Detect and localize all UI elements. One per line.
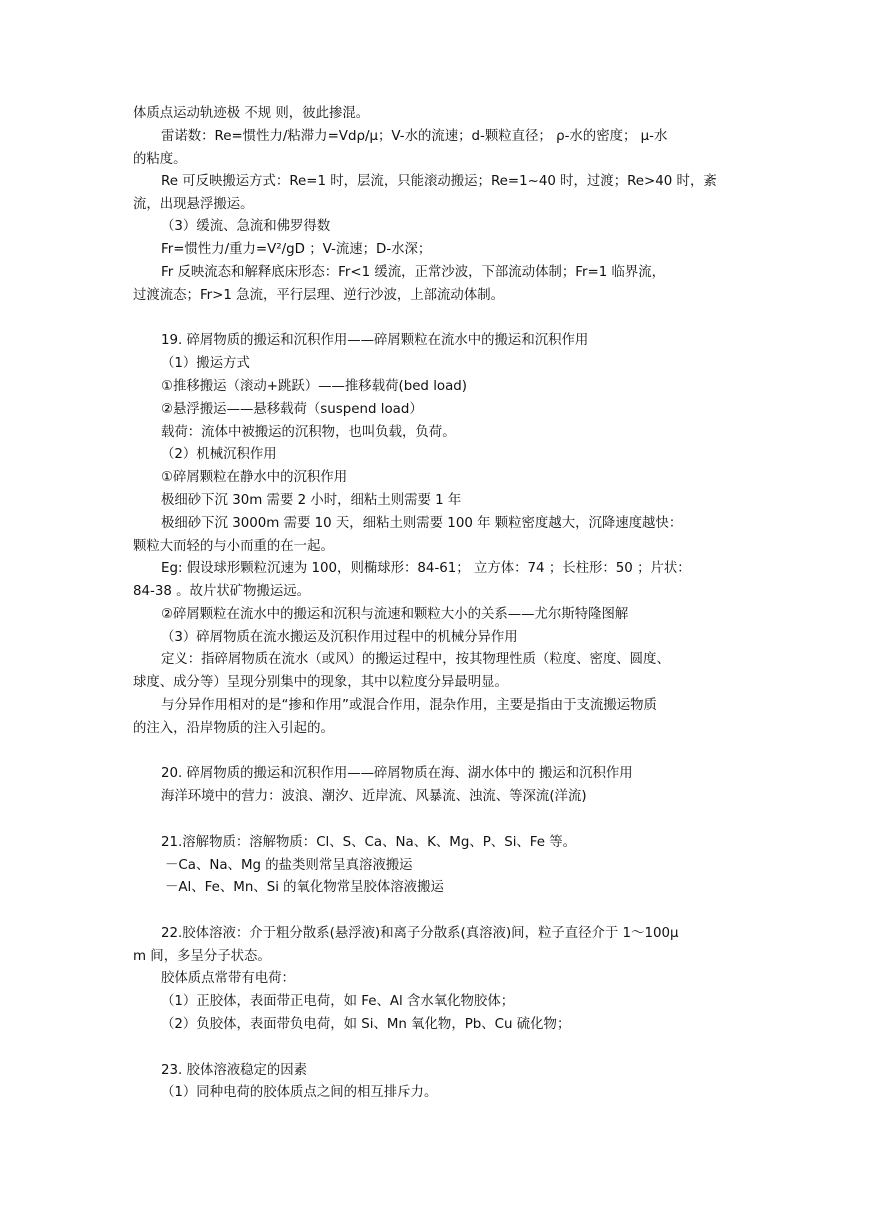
text-line: －Ca、Na、Mg 的盐类则常呈真溶液搬运 (165, 858, 413, 873)
section-heading-20: 20. 碎屑物质的搬运和沉积作用——碎屑物质在海、湖水体中的 搬运和沉积作用 (161, 766, 633, 781)
text-line: ①碎屑颗粒在静水中的沉积作用 (161, 470, 348, 485)
text-line: Re 可反映搬运方式：Re=1 时，层流，只能滚动搬运；Re=1~40 时，过渡；Re>40 时，紊 (161, 174, 717, 189)
text-line: 雷诺数：Re=惯性力/粘滞力=Vdρ/μ；V-水的流速；d-颗粒直径； ρ-水的密度； μ-水 (161, 129, 668, 144)
text-line: 流，出现悬浮搬运。 (133, 197, 254, 212)
text-line: 的粘度。 (133, 152, 187, 167)
text-line: 体质点运动轨迹极 不规 则，彼此掺混。 (133, 106, 370, 121)
text-line: 极细砂下沉 30m 需要 2 小时，细粘土则需要 1 年 (161, 493, 462, 508)
section-heading-21: 21.溶解物质：溶解物质：Cl、S、Ca、Na、K、Mg、P、Si、Fe 等。 (161, 835, 577, 850)
text-line: （2）负胶体，表面带负电荷，如 Si、Mn 氧化物，Pb、Cu 硫化物； (161, 1017, 571, 1032)
text-line: ①推移搬运（滚动+跳跃）——推移载荷(bed load) (161, 379, 468, 394)
text-line: 载荷：流体中被搬运的沉积物，也叫负载，负荷。 (161, 425, 456, 440)
text-line: 定义：指碎屑物质在流水（或风）的搬运过程中，按其物理性质（粒度、密度、圆度、 (161, 652, 670, 667)
text-line: 球度、成分等）呈现分别集中的现象，其中以粒度分异最明显。 (133, 675, 508, 690)
text-line: 84-38 。故片状矿物搬运远。 (133, 584, 311, 599)
text-line: 与分异作用相对的是“掺和作用”或混合作用，混杂作用，主要是指由于支流搬运物质 (161, 698, 657, 713)
text-line: m 间，多呈分子状态。 (133, 949, 271, 964)
text-line: Fr 反映流态和解释底床形态：Fr<1 缓流，正常沙波，下部流动体制；Fr=1 临界流， (161, 265, 666, 280)
text-line: ②悬浮搬运——悬移载荷（suspend load） (161, 402, 423, 417)
text-line: 过渡流态；Fr>1 急流，平行层理、逆行沙波，上部流动体制。 (133, 288, 504, 303)
text-line: －Al、Fe、Mn、Si 的氧化物常呈胶体溶液搬运 (165, 880, 444, 895)
text-line: Fr=惯性力/重力=V²/gD ；V-流速；D-水深； (161, 242, 432, 257)
text-line: （2）机械沉积作用 (161, 447, 277, 462)
section-heading-19: 19. 碎屑物质的搬运和沉积作用——碎屑颗粒在流水中的搬运和沉积作用 (161, 333, 589, 348)
text-line: （1）同种电荷的胶体质点之间的相互排斥力。 (161, 1085, 438, 1100)
text-line: （3）碎屑物质在流水搬运及沉积作用过程中的机械分异作用 (161, 630, 518, 645)
text-line: 胶体质点常带有电荷： (161, 971, 295, 986)
text-line: Eg: 假设球形颗粒沉速为 100，则椭球形：84-61； 立方体：74 ；长柱形：50 ；片状： (161, 561, 691, 576)
text-line: 颗粒大而轻的与小而重的在一起。 (133, 539, 334, 554)
text-line: 极细砂下沉 3000m 需要 10 天，细粘土则需要 100 年 颗粒密度越大，沉降速度越快： (161, 516, 683, 531)
text-line: （3）缓流、急流和佛罗得数 (161, 219, 331, 234)
section-heading-22: 22.胶体溶液：介于粗分散系(悬浮液)和离子分散系(真溶液)间，粒子直径介于 1～100μ (161, 926, 679, 941)
section-heading-23: 23. 胶体溶液稳定的因素 (161, 1063, 308, 1078)
text-line: （1）搬运方式 (161, 356, 250, 371)
text-line: ②碎屑颗粒在流水中的搬运和沉积与流速和颗粒大小的关系——尤尔斯特隆图解 (161, 607, 629, 622)
text-line: 海洋环境中的营力：波浪、潮汐、近岸流、风暴流、浊流、等深流(洋流) (161, 789, 587, 804)
text-line: （1）正胶体，表面带正电荷，如 Fe、Al 含水氧化物胶体； (161, 994, 515, 1009)
text-line: 的注入，沿岸物质的注入引起的。 (133, 721, 334, 736)
